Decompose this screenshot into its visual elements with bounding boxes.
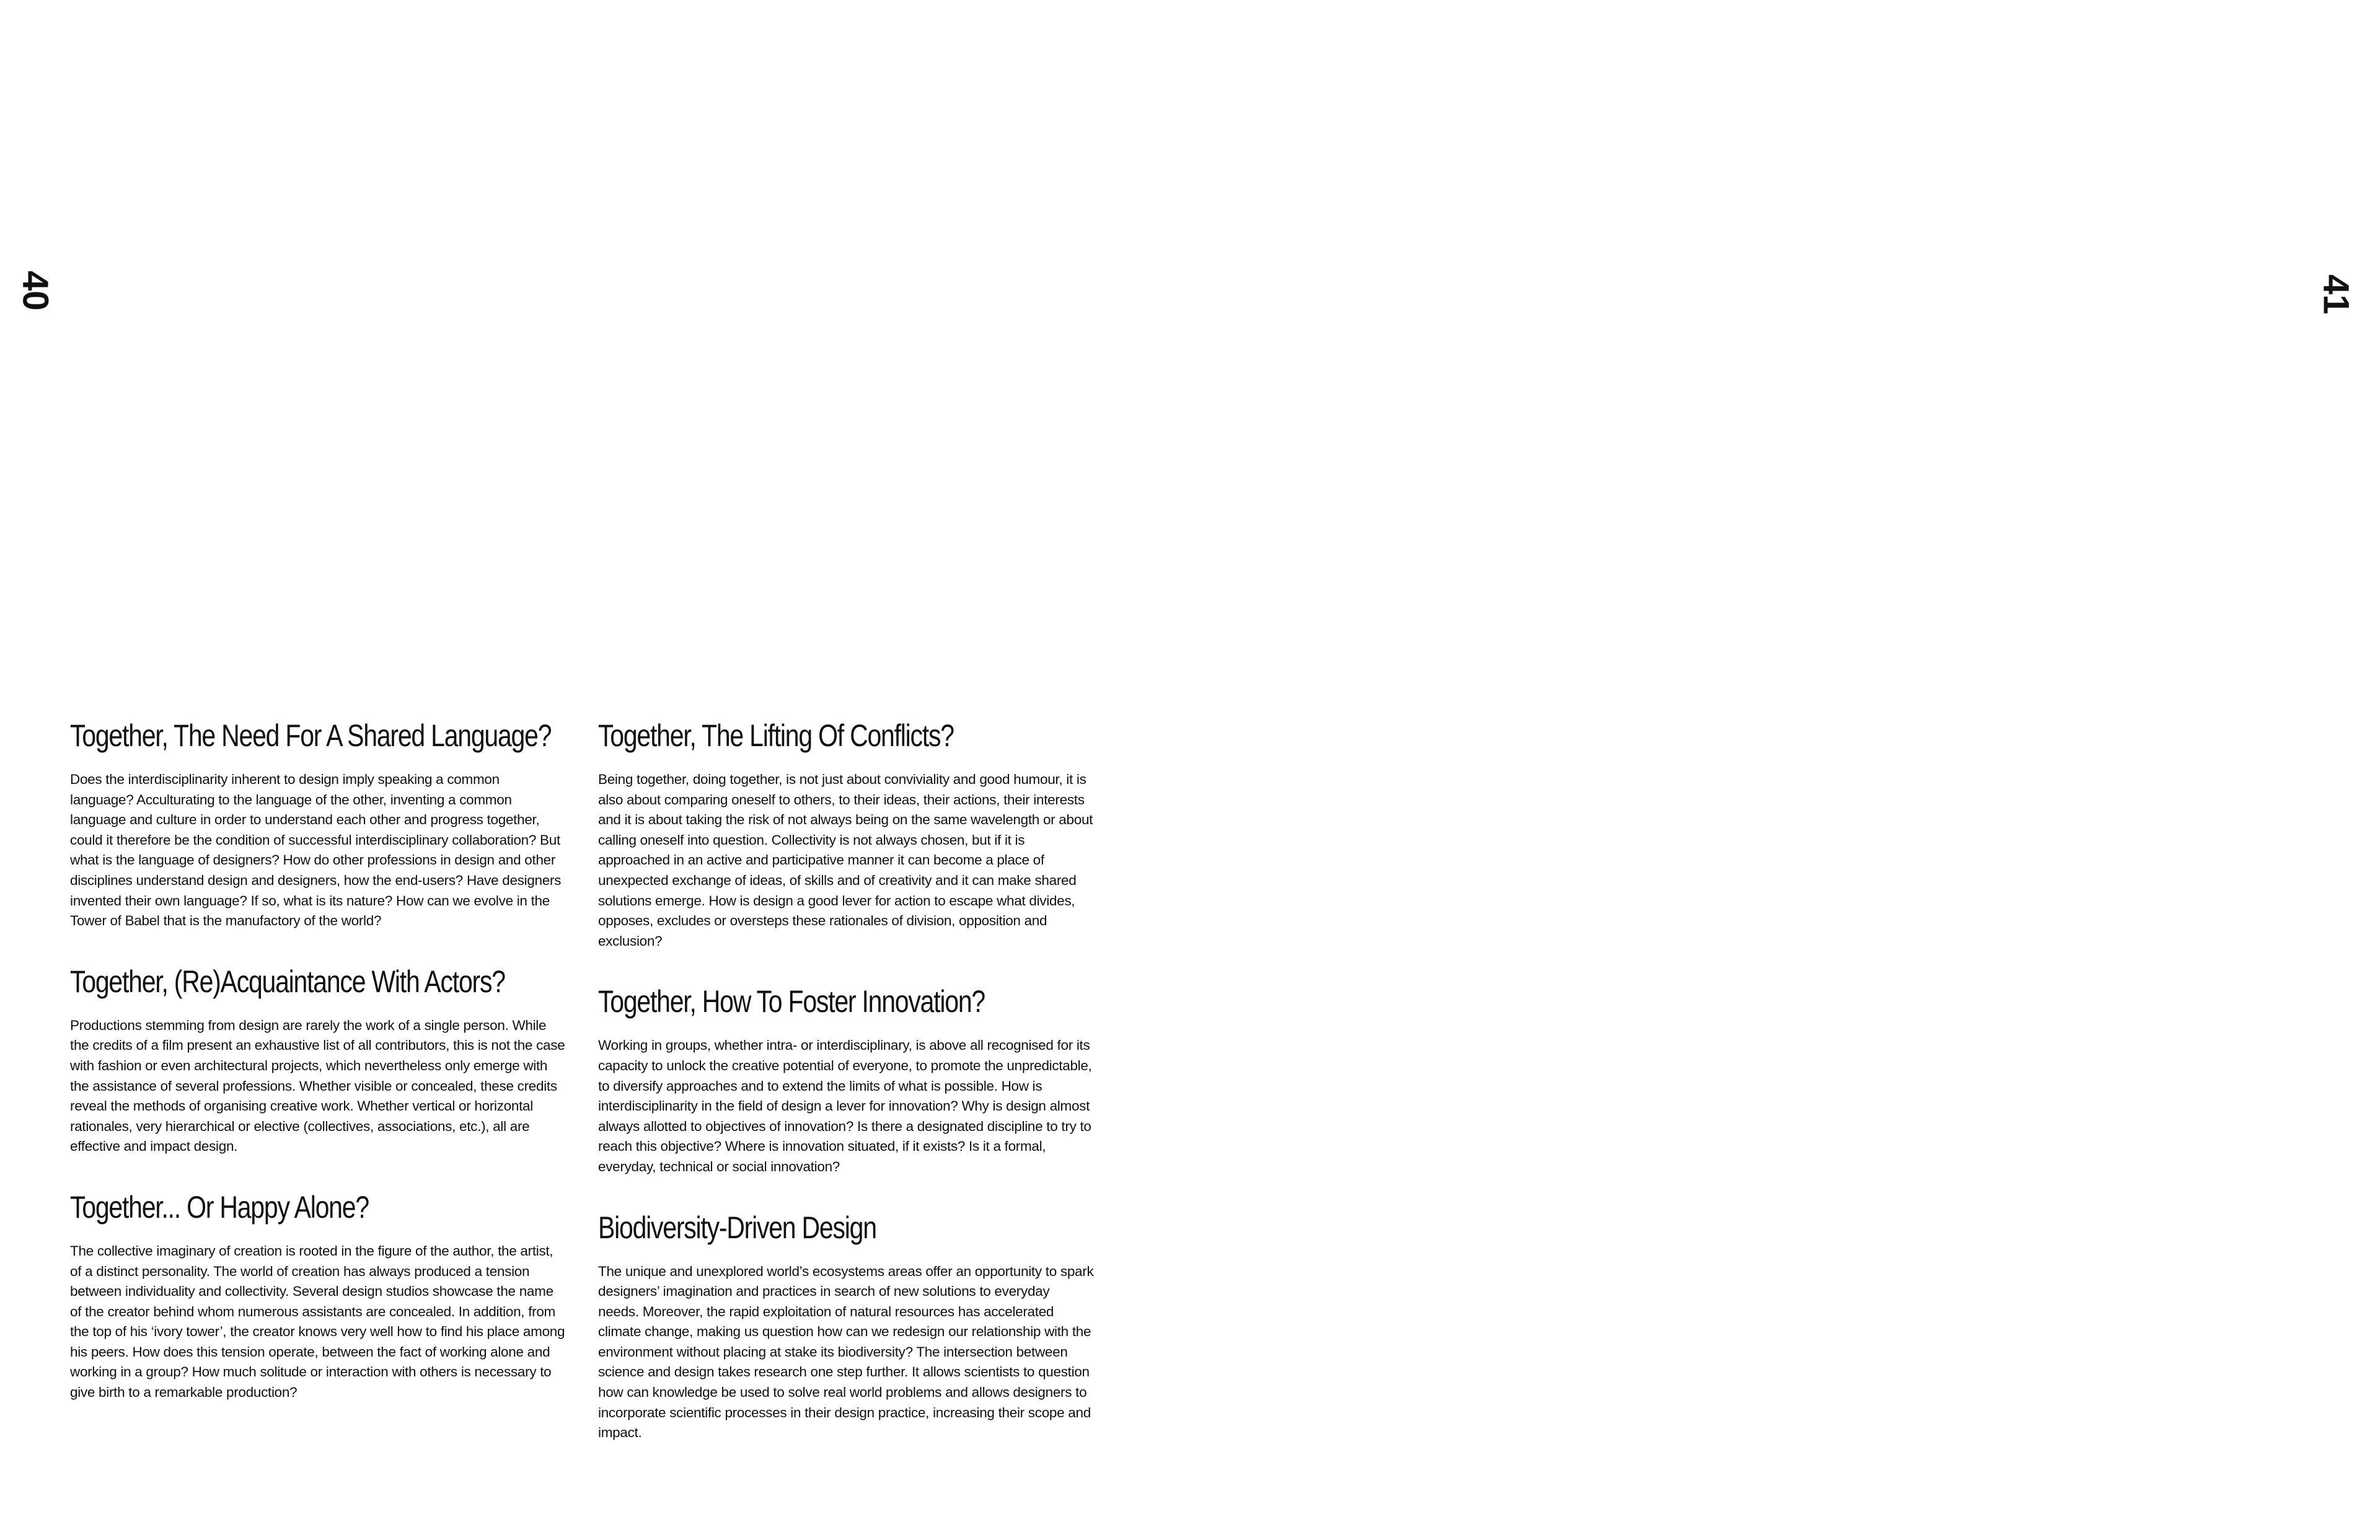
page-number-left: 40	[15, 270, 56, 311]
section-shared-language	[70, 718, 566, 931]
section-body: Working in groups, whether intra- or interdisciplinary, is above all recognised for its capacity to unlock the creative potential of everyone, to promote the unpredictable, to diversify approaches and to extend the limits of what is possible. How is interdisciplinarity in the field of design a lever for innovation? Why is design almost always allotted to objectives of innovation? Is there a designated discipline to try to reach this objective? Where is innovation situated, if it exists? Is it a formal, everyday, technical or social innovation?	[598, 1037, 1092, 1174]
section-heading: Together, The Lifting Of Conflicts?	[598, 718, 954, 753]
section-body: Does the interdisciplinarity inherent to design imply speaking a common language? Acculturating to the language of the other, inventing a common language and culture in order to understand each other and progress together, could it therefore be the condition of successful interdisciplinary collaboration? But what is the language of designers? How do other professions in design and other disciplines understand design and designers, how the end-users? Have designers invented their own language? If so, what is its nature? How can we evolve in the Tower of Babel that is the manufactory of the world?	[70, 772, 562, 929]
section-heading: Together... Or Happy Alone?	[70, 1189, 369, 1225]
section-body: Productions stemming from design are rarely the work of a single person. While the credits of a film present an exhaustive list of all contributors, this is not the case with fashion or even architectural projects, which nevertheless only emerge with the assistance of several professions. Whether visible or concealed, these credits reveal the methods of organising creative work. Whether vertical or horizontal rationales, very hierarchical or elective (collectives, associations, etc.), all are effective and impact design.	[70, 1017, 565, 1155]
section-heading: Together, (Re)Acquaintance With Actors?	[70, 964, 505, 999]
left-column	[70, 718, 566, 1435]
section-body: The collective imaginary of creation is rooted in the figure of the author, the artist, of a distinct personality. The world of creation has always produced a tension between individuality and collectivity. Several design studios showcase the name of the creator behind whom numerous assistants are concealed. In addition, from the top of his ‘ivory tower’, the creator knows very well how to find his place among his peers. How does this tension operate, between the fact of working alone and working in a group? How much solitude or interaction with others is necessary to give birth to a remarkable production?	[70, 1243, 565, 1401]
section-lifting-conflicts	[598, 718, 1094, 951]
section-body: The unique and unexplored world’s ecosystems areas offer an opportunity to spark designers’ imagination and practices in search of new solutions to everyday needs. Moreover, the rapid exploitation of natural resources has accelerated climate change, making us question how can we redesign our relationship with the environment without placing at stake its biodiversity? The intersection between science and design takes research one step further. It allows scientists to question how can knowledge be used to solve real world problems and allows designers to incorporate scientific processes in their design practice, increasing their scope and impact.	[598, 1263, 1094, 1441]
section-body: Being together, doing together, is not just about conviviality and good humour, it is also about comparing oneself to others, to their ideas, their actions, their interests and it is about taking the risk of not always being on the same wavelength or about calling oneself into question. Collectivity is not always chosen, but if it is approached in an active and participative manner it can become a place of unexpected exchange of ideas, of skills and of creativity and it can make shared solutions emerge. How is design a good lever for action to escape what divides, opposes, excludes or oversteps these rationales of division, opposition and exclusion?	[598, 772, 1093, 949]
section-biodiversity-design	[598, 1210, 1094, 1443]
section-heading: Together, How To Foster Innovation?	[598, 984, 985, 1019]
right-column	[598, 718, 1094, 1476]
section-heading: Biodiversity-Driven Design	[598, 1210, 876, 1245]
section-heading: Together, The Need For A Shared Language?	[70, 718, 552, 753]
section-foster-innovation	[598, 983, 1094, 1177]
section-happy-alone	[70, 1189, 566, 1403]
section-acquaintance-actors	[70, 964, 566, 1157]
page-number-right: 41	[2316, 274, 2356, 315]
